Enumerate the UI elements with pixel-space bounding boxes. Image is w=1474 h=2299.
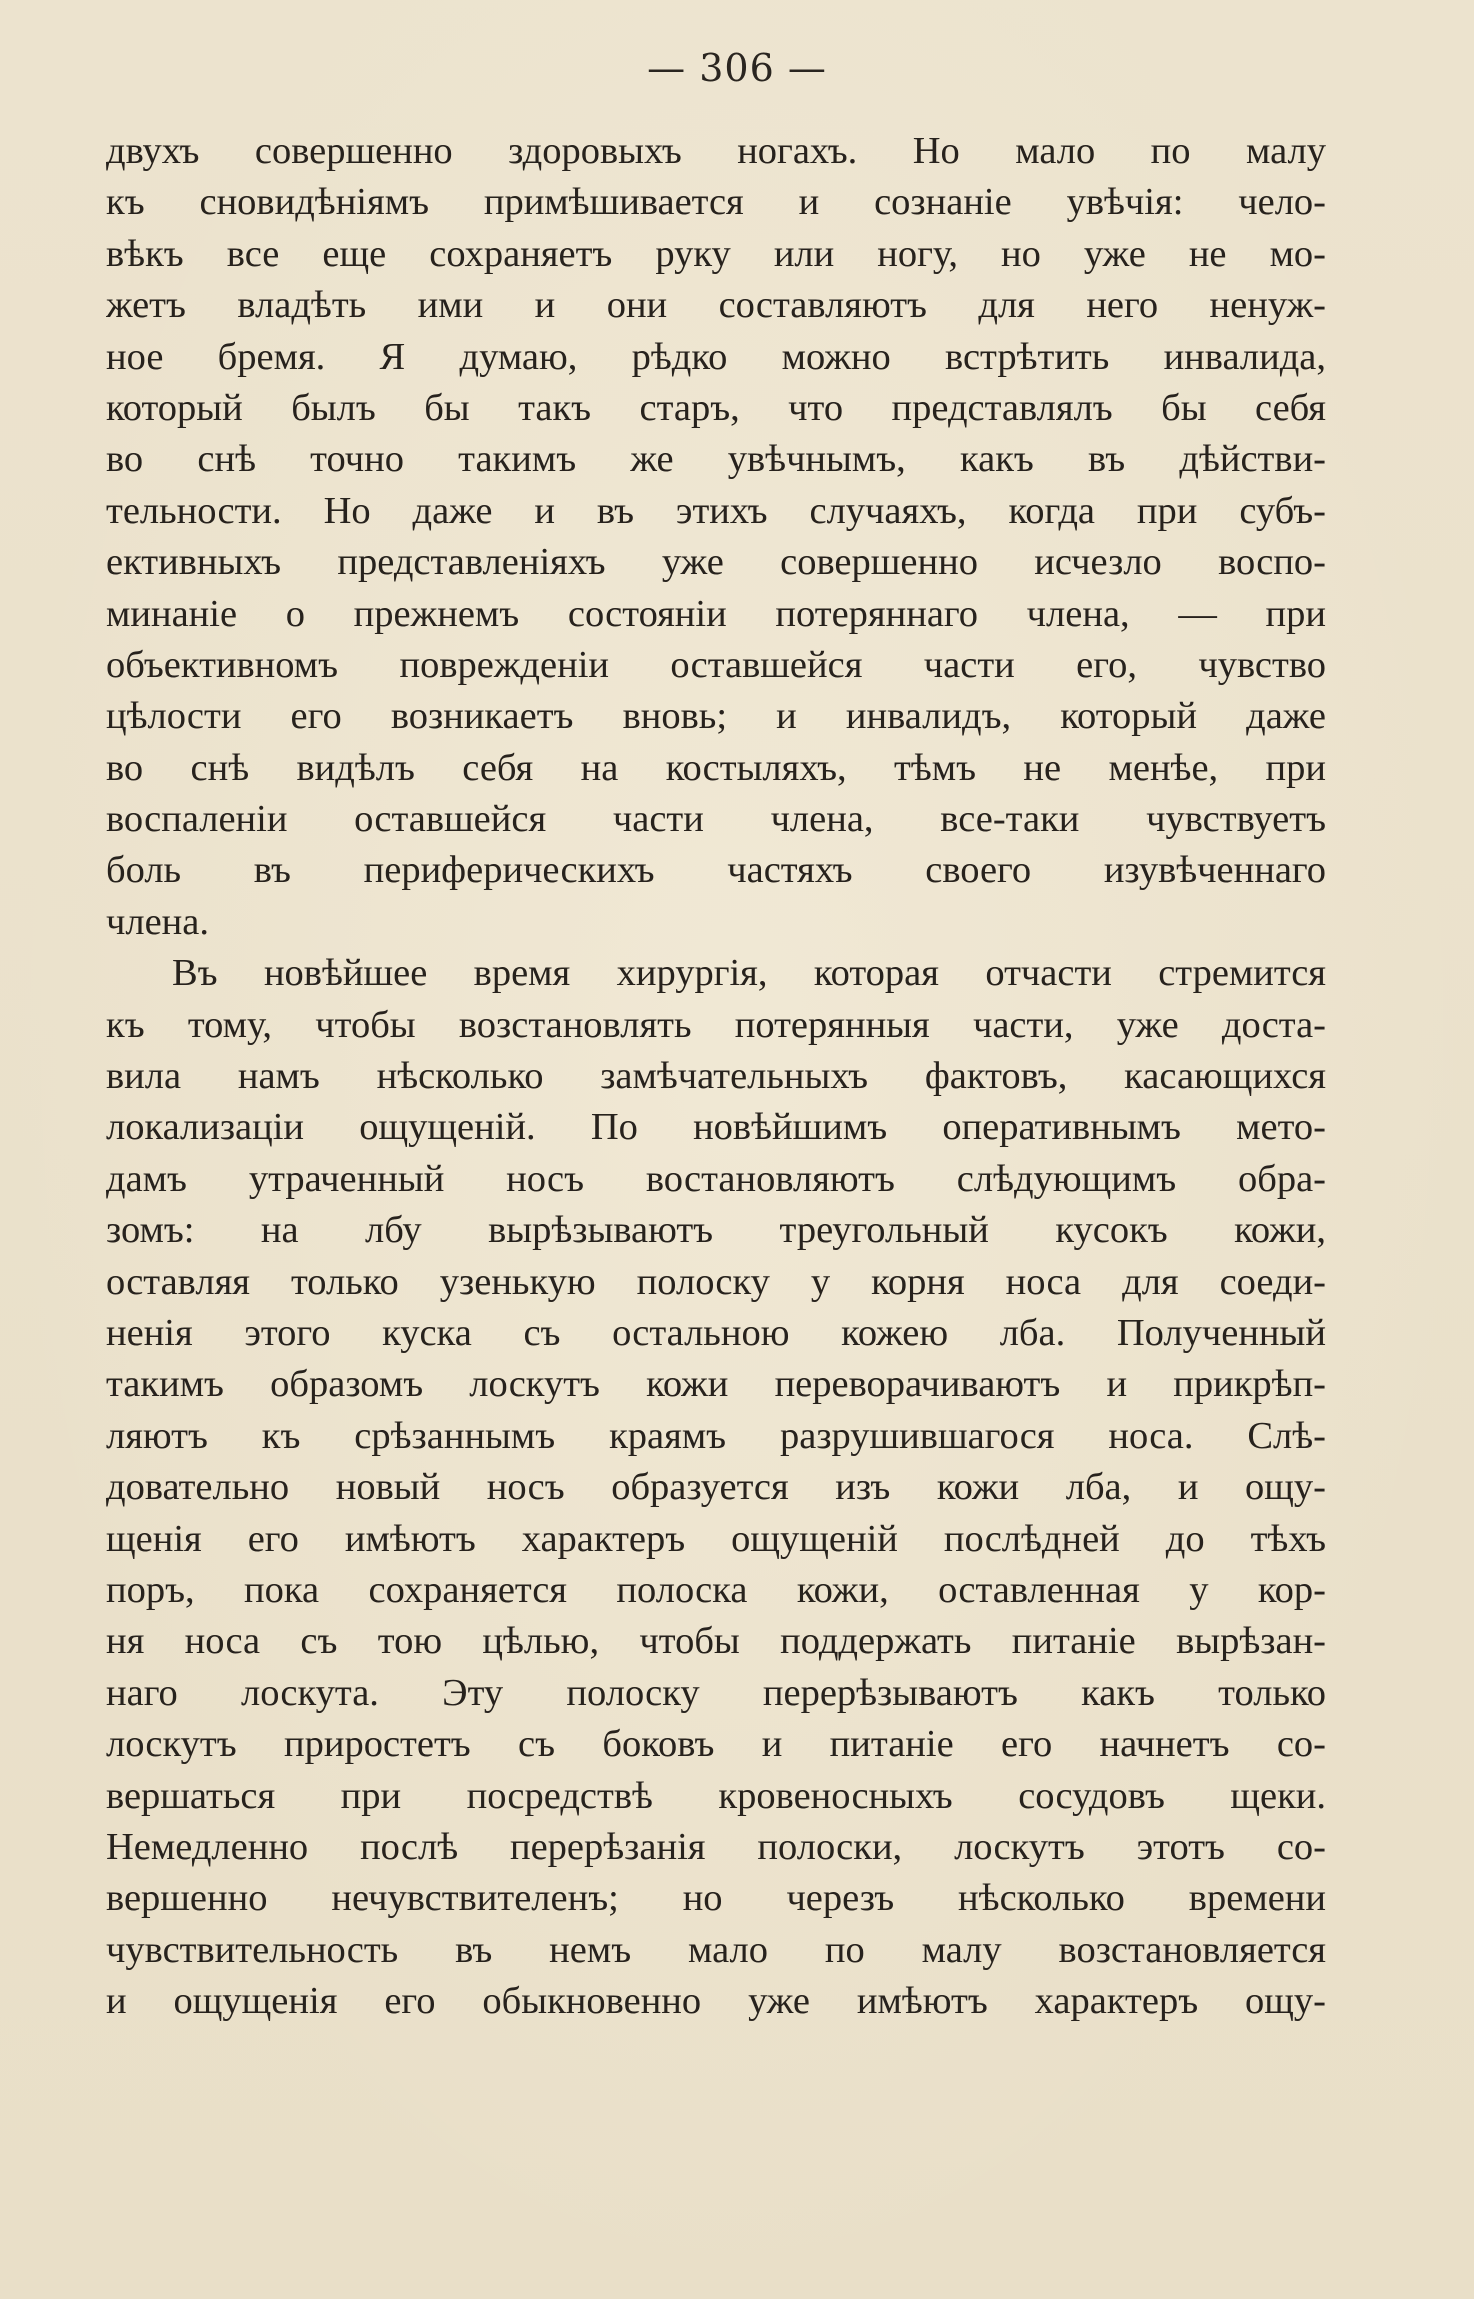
- text-line: вершаться при посредствѣ кровеносныхъ сосудовъ щеки.: [106, 1774, 1326, 1817]
- text-line: воспаленіи оставшейся части члена, все-таки чувствуетъ: [106, 798, 1326, 841]
- text-line: тельности. Но даже и въ этихъ случаяхъ, когда при субъ-: [106, 489, 1326, 532]
- text-line: члена.: [106, 900, 209, 943]
- text-line: зомъ: на лбу вырѣзываютъ треугольный кусокъ кожи,: [106, 1209, 1326, 1252]
- text-line: минаніе о прежнемъ состояніи потеряннаго члена, — при: [106, 592, 1326, 635]
- text-line: во снѣ точно такимъ же увѣчнымъ, какъ въ дѣйстви-: [106, 438, 1326, 481]
- text-line: дамъ утраченный носъ востановляютъ слѣдующимъ обра-: [106, 1157, 1326, 1200]
- text-line: чувствительность въ немъ мало по малу возстановляется: [106, 1928, 1326, 1971]
- text-line: и ощущенія его обыкновенно уже имѣютъ характеръ ощу-: [106, 1980, 1326, 2023]
- text-line: объективномъ поврежденіи оставшейся части его, чувство: [106, 643, 1326, 686]
- text-line: поръ, пока сохраняется полоска кожи, оставленная у кор-: [106, 1568, 1326, 1611]
- text-line: двухъ совершенно здоровыхъ ногахъ. Но мало по малу: [106, 130, 1326, 172]
- text-line: такимъ образомъ лоскутъ кожи переворачиваютъ и прикрѣп-: [106, 1363, 1326, 1406]
- paragraph-first-line: Въ новѣйшее время хирургія, которая отчасти стремится: [172, 952, 1326, 995]
- text-line: цѣлости его возникаетъ вновь; и инвалидъ, который даже: [106, 695, 1326, 738]
- text-line: боль въ периферическихъ частяхъ своего изувѣченнаго: [106, 849, 1326, 892]
- text-line: ненія этого куска съ остальною кожею лба. Полученный: [106, 1311, 1326, 1354]
- text-line: оставляя только узенькую полоску у корня носа для соеди-: [106, 1260, 1326, 1303]
- text-line: вершенно нечувствителенъ; но черезъ нѣсколько времени: [106, 1877, 1326, 1920]
- text-line: жетъ владѣть ими и они составляютъ для него ненуж-: [106, 284, 1326, 327]
- text-line: Немедленно послѣ перерѣзанія полоски, лоскутъ этотъ со-: [106, 1825, 1326, 1868]
- text-line: ективныхъ представленіяхъ уже совершенно исчезло воспо-: [106, 541, 1326, 584]
- page-number: — 306 —: [647, 46, 827, 90]
- text-line: ляютъ къ срѣзаннымъ краямъ разрушившагося носа. Слѣ-: [106, 1414, 1326, 1457]
- body-text: [106, 126, 1326, 2027]
- text-line: ня носа съ тою цѣлью, чтобы поддержать питаніе вырѣзан-: [106, 1620, 1326, 1663]
- text-line: щенія его имѣютъ характеръ ощущеній послѣдней до тѣхъ: [106, 1517, 1326, 1560]
- text-line: локализаціи ощущеній. По новѣйшимъ оперативнымъ мето-: [106, 1106, 1326, 1149]
- text-line: къ тому, чтобы возстановлять потерянныя части, уже доста-: [106, 1003, 1326, 1046]
- text-line: къ сновидѣніямъ примѣшивается и сознаніе увѣчія: чело-: [106, 181, 1326, 224]
- text-line: ное бремя. Я думаю, рѣдко можно встрѣтить инвалида,: [106, 335, 1326, 378]
- text-line: лоскутъ прирoстетъ съ боковъ и питаніе его начнетъ со-: [106, 1723, 1326, 1766]
- text-line: вѣкъ все еще сохраняетъ руку или ногу, но уже не мо-: [106, 232, 1326, 275]
- text-line: во снѣ видѣлъ себя на костыляхъ, тѣмъ не менѣе, при: [106, 746, 1326, 789]
- text-line: который былъ бы такъ старъ, что представлялъ бы себя: [106, 386, 1326, 429]
- text-line: довательно новый носъ образуется изъ кожи лба, и ощу-: [106, 1466, 1326, 1509]
- text-line: наго лоскута. Эту полоску перерѣзываютъ какъ только: [106, 1671, 1326, 1714]
- text-line: вила намъ нѣсколько замѣчательныхъ фактовъ, касающихся: [106, 1055, 1326, 1098]
